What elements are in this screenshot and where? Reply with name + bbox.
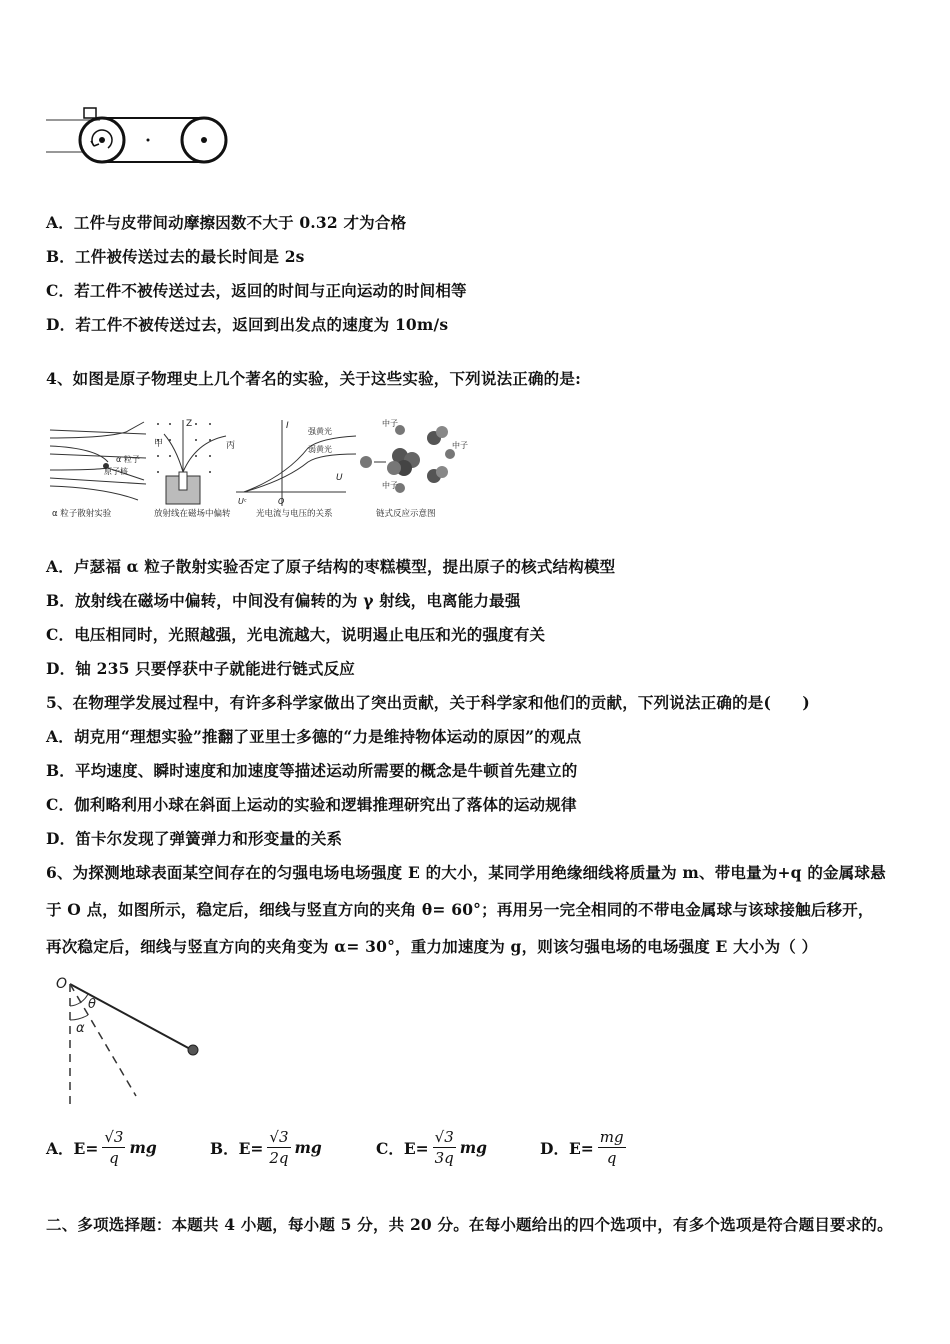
pivot-o-label: O bbox=[56, 976, 68, 992]
caption-deflection: 放射线在磁场中偏转 bbox=[154, 509, 231, 519]
q5-option-b: B．平均速度、瞬时速度和加速度等描述运动所需要的概念是牛顿首先建立的 bbox=[46, 761, 578, 780]
chain-reaction-panel bbox=[360, 418, 468, 493]
answer-c-prefix: C．E= bbox=[376, 1138, 429, 1158]
q6-stem-line-1: 6、为探测地球表面某空间存在的匀强电场电场强度 E 的大小，某同学用绝缘细线将质量为 m、带电量为+q 的金属球悬 bbox=[46, 863, 886, 882]
answer-b-suffix: mg bbox=[294, 1138, 322, 1157]
photoelectric-panel bbox=[236, 420, 356, 506]
origin-label: O bbox=[278, 497, 285, 506]
answer-c-num: √3 bbox=[434, 1128, 454, 1146]
q3-option-d: D．若工件不被传送过去，返回到出发点的速度为 10m/s bbox=[46, 315, 449, 334]
answer-d-den: q bbox=[606, 1149, 617, 1167]
q6-answer-c bbox=[376, 1128, 487, 1167]
answer-d-fraction bbox=[598, 1128, 626, 1167]
weak-light-label: 弱黄光 bbox=[308, 445, 332, 454]
answer-a-fraction bbox=[102, 1128, 125, 1167]
neutron-label-bottom: 中子 bbox=[382, 481, 398, 490]
q6-stem-line-2: 于 O 点，如图所示，稳定后，细线与竖直方向的夹角 θ= 60°；再用另一完全相同的不带电金属球与该球接触后移开， bbox=[46, 900, 874, 919]
z-label: Z bbox=[186, 419, 193, 429]
alpha-angle-label: α bbox=[76, 1021, 85, 1036]
q3-option-a: A．工件与皮带间动摩擦因数不大于 0.32 才为合格 bbox=[46, 213, 407, 232]
q6-answer-b bbox=[210, 1128, 322, 1167]
voltage-label: U bbox=[336, 473, 343, 483]
alpha-particle-label: α 粒子 bbox=[116, 455, 140, 464]
caption-alpha: α 粒子散射实验 bbox=[52, 509, 112, 519]
answer-b-den: 2q bbox=[269, 1149, 289, 1167]
answer-d-num: mg bbox=[599, 1128, 624, 1146]
pendulum-figure bbox=[50, 974, 220, 1110]
magnetic-deflection-panel bbox=[154, 419, 235, 504]
nucleus-label: 原子核 bbox=[104, 467, 128, 476]
q5-option-c: C．伽利略利用小球在斜面上运动的实验和逻辑推理研究出了落体的运动规律 bbox=[46, 795, 577, 814]
answer-a-num: √3 bbox=[104, 1128, 124, 1146]
strong-light-label: 强黄光 bbox=[308, 427, 332, 436]
caption-photoelectric: 光电流与电压的关系 bbox=[256, 509, 333, 519]
answer-d-prefix: D．E= bbox=[540, 1138, 594, 1158]
atomic-experiments-figure bbox=[46, 414, 476, 522]
answer-a-prefix: A．E= bbox=[46, 1138, 99, 1158]
q3-option-b: B．工件被传送过去的最长时间是 2s bbox=[46, 247, 305, 266]
q6-stem-line-3: 再次稳定后，细线与竖直方向的夹角变为 α= 30°，重力加速度为 g，则该匀强电场的电场强度 E 大小为（ ） bbox=[46, 937, 818, 956]
answer-c-fraction bbox=[433, 1128, 456, 1167]
caption-chain: 链式反应示意图 bbox=[376, 509, 436, 519]
answer-c-den: 3q bbox=[434, 1149, 454, 1167]
answer-b-prefix: B．E= bbox=[210, 1138, 264, 1158]
q4-option-c: C．电压相同时，光照越强，光电流越大，说明遏止电压和光的强度有关 bbox=[46, 625, 546, 644]
current-label: I bbox=[286, 421, 289, 431]
q5-option-a: A．胡克用“理想实验”推翻了亚里士多德的“力是维持物体运动的原因”的观点 bbox=[46, 727, 582, 746]
answer-a-suffix: mg bbox=[129, 1138, 157, 1157]
q4-stem: 4、如图是原子物理史上几个著名的实验，关于这些实验，下列说法正确的是: bbox=[46, 369, 582, 388]
neutron-label-top: 中子 bbox=[382, 419, 398, 428]
q5-stem: 5、在物理学发展过程中，有许多科学家做出了突出贡献，关于科学家和他们的贡献，下列说法正确的是( ) bbox=[46, 693, 810, 712]
answer-b-num: √3 bbox=[269, 1128, 289, 1146]
answer-b-fraction bbox=[267, 1128, 290, 1167]
cutoff-voltage-label: Uᶜ bbox=[238, 497, 247, 506]
bing-label: 丙 bbox=[226, 441, 236, 451]
section-2-heading: 二、多项选择题：本题共 4 小题，每小题 5 分，共 20 分。在每小题给出的四个选项中，有多个选项是符合题目要求的。 bbox=[46, 1215, 893, 1234]
q4-option-a: A．卢瑟福 α 粒子散射实验否定了原子结构的枣糕模型，提出原子的核式结构模型 bbox=[46, 557, 616, 576]
answer-a-den: q bbox=[109, 1149, 119, 1167]
q4-option-d: D．铀 235 只要俘获中子就能进行链式反应 bbox=[46, 659, 355, 678]
q6-answer-d bbox=[540, 1128, 630, 1167]
conveyor-belt-figure bbox=[44, 96, 244, 182]
jia-label: 甲 bbox=[154, 439, 164, 449]
theta-label: θ bbox=[88, 997, 96, 1012]
q6-answer-a bbox=[46, 1128, 157, 1167]
answer-c-suffix: mg bbox=[459, 1138, 487, 1157]
q4-option-b: B．放射线在磁场中偏转，中间没有偏转的为 γ 射线，电离能力最强 bbox=[46, 591, 521, 610]
q3-option-c: C．若工件不被传送过去，返回的时间与正向运动的时间相等 bbox=[46, 281, 467, 300]
q5-option-d: D．笛卡尔发现了弹簧弹力和形变量的关系 bbox=[46, 829, 343, 848]
neutron-label-right: 中子 bbox=[452, 441, 468, 450]
